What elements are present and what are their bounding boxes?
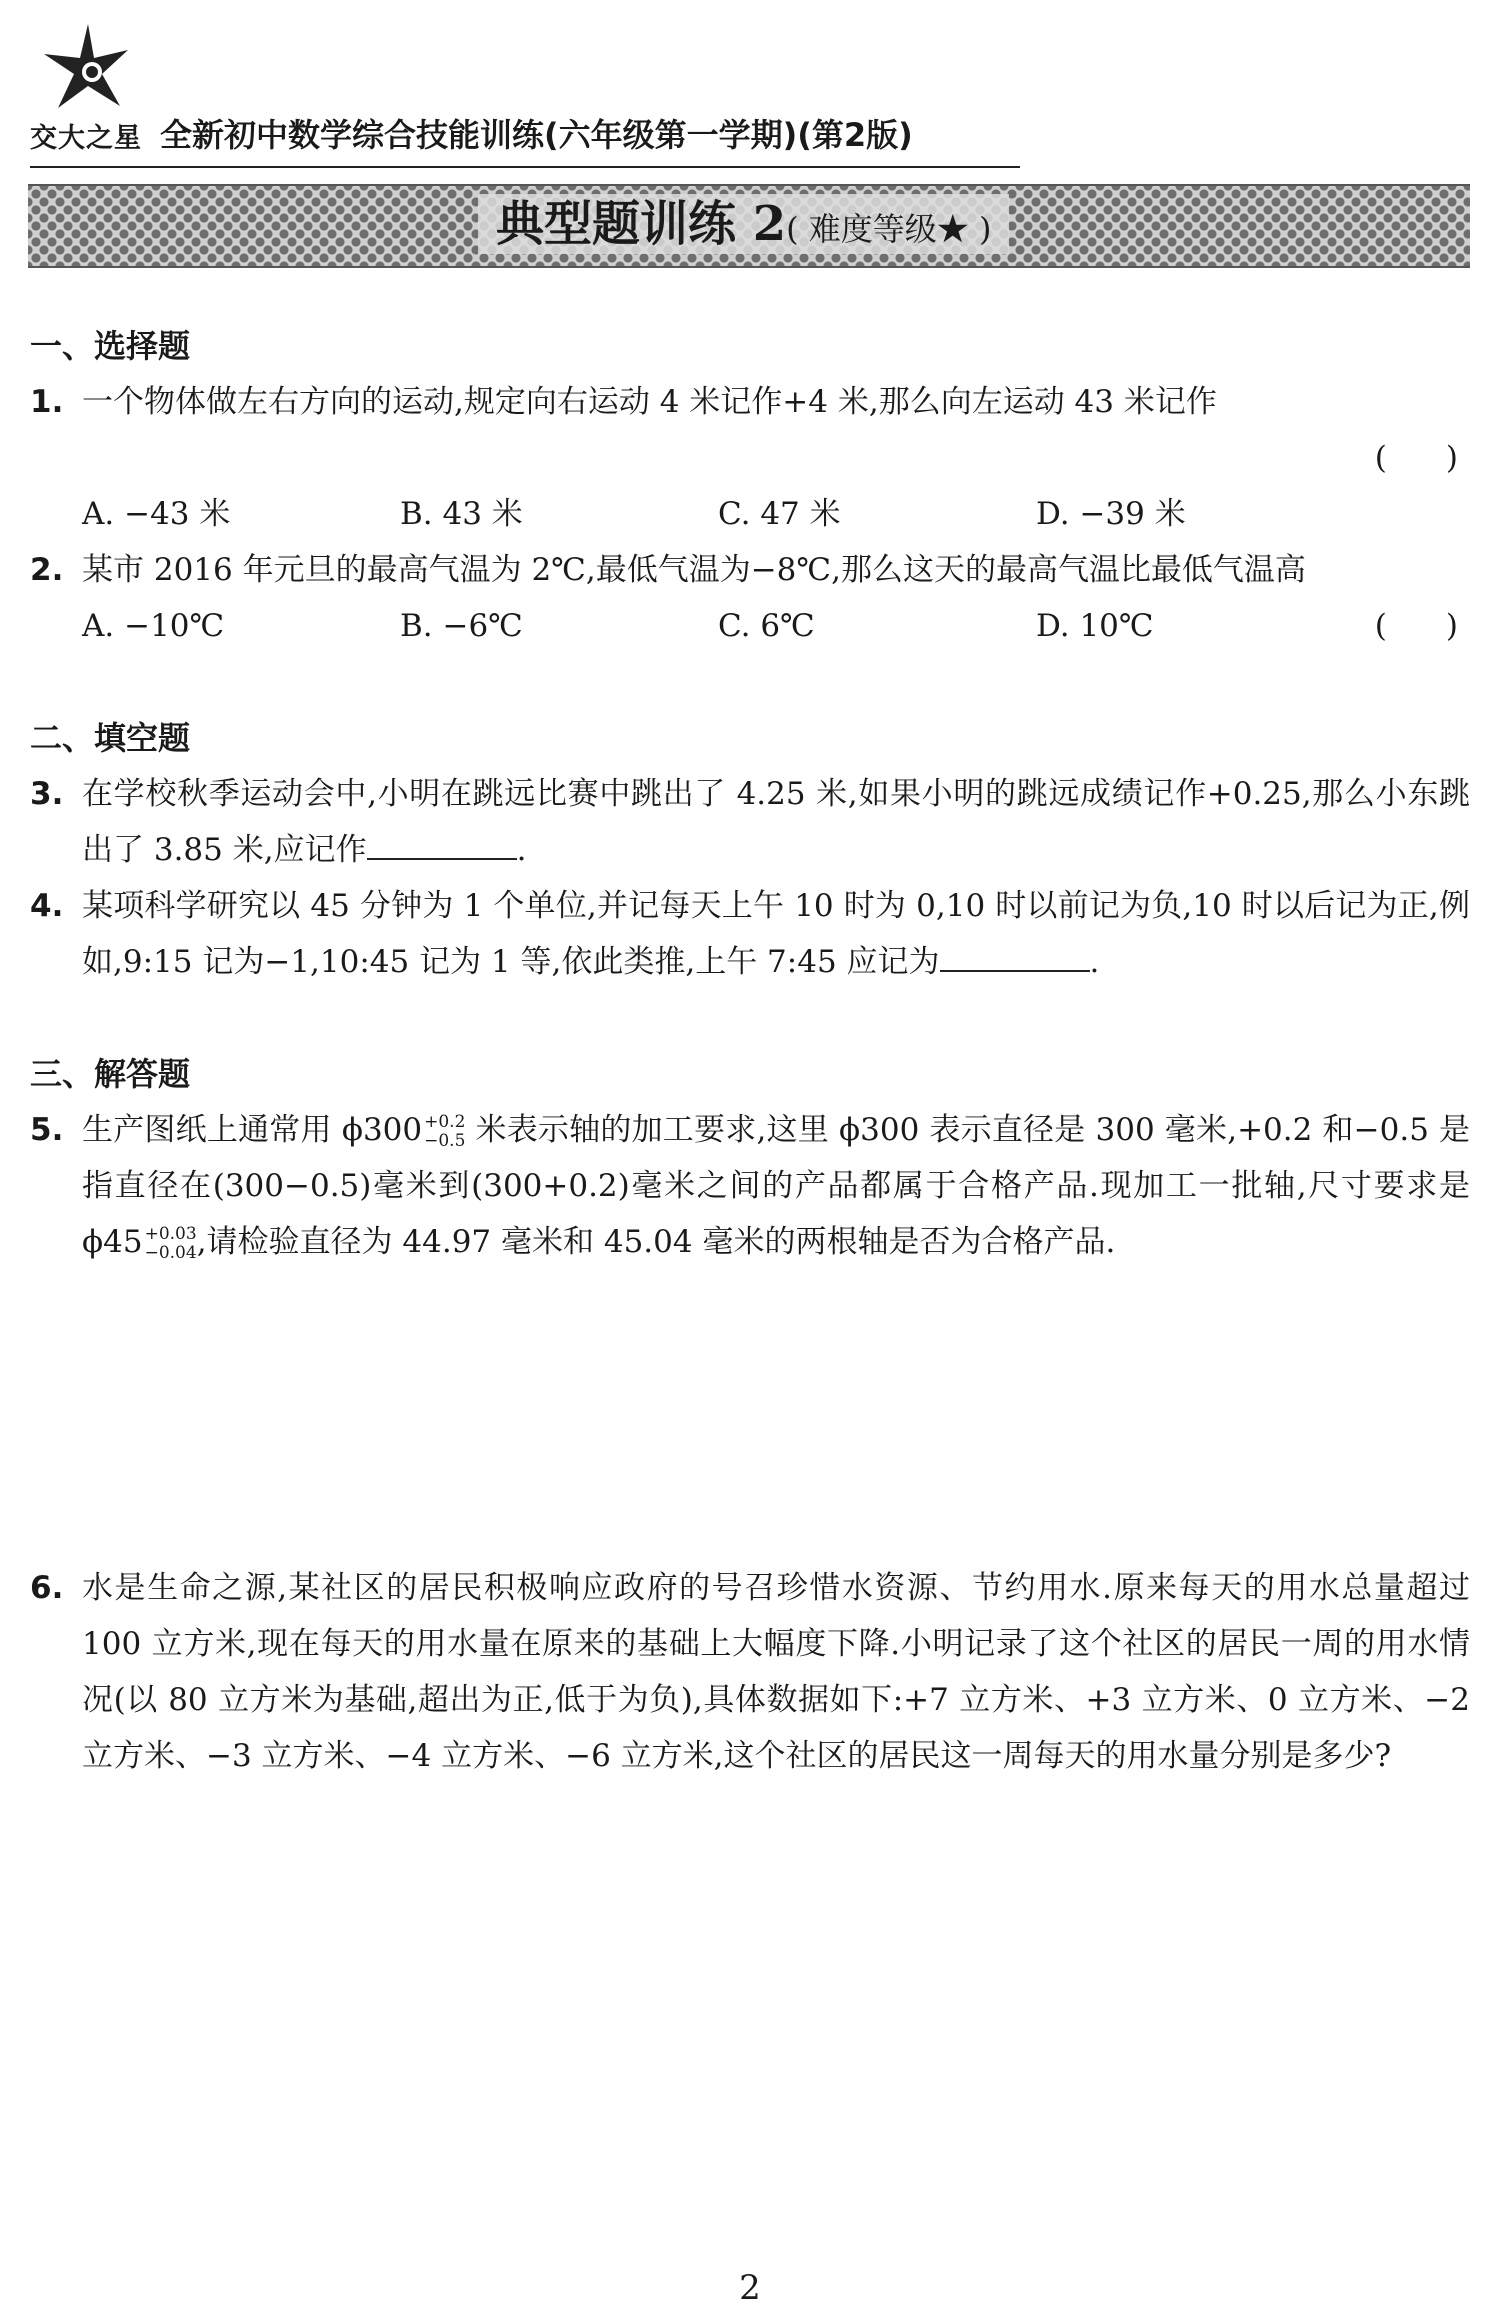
header-divider [30, 166, 1020, 168]
question-5 [30, 1102, 1470, 1270]
option-b: B. 43 米 [400, 496, 523, 532]
question-text: 一个物体做左右方向的运动,规定向右运动 4 米记作+4 米,那么向左运动 43 米记作 [82, 384, 1217, 420]
question-text-end: . [1089, 944, 1100, 980]
options-row [30, 598, 1470, 654]
answer-blank[interactable] [940, 940, 1090, 972]
answer-blank[interactable] [367, 828, 517, 860]
option-c: C. 6℃ [718, 608, 815, 644]
question-text-end: . [516, 832, 527, 868]
question-number: 4. [30, 888, 64, 924]
option-a: A. −10℃ [82, 608, 225, 644]
option-d: D. −39 米 [1036, 496, 1186, 532]
option-b: B. −6℃ [400, 608, 523, 644]
answer-parentheses: ( ) [1374, 440, 1458, 476]
tolerance-300 [424, 1113, 465, 1151]
section-title-fill-in: 二、填空题 [30, 719, 191, 757]
section-title-multiple-choice: 一、选择题 [30, 327, 191, 365]
question-number: 5. [30, 1112, 64, 1148]
option-d: D. 10℃ [1036, 608, 1154, 644]
option-c: C. 47 米 [718, 496, 841, 532]
question-text: 某市 2016 年元旦的最高气温为 2℃,最低气温为−8℃,那么这天的最高气温比最低气温高 [82, 552, 1306, 588]
tolerance-lower: −0.5 [424, 1130, 466, 1151]
question-text: ,请检验直径为 44.97 毫米和 45.04 毫米的两根轴是否为合格产品. [196, 1224, 1116, 1260]
options-row [30, 486, 1470, 542]
answer-space[interactable] [30, 1270, 1470, 1560]
question-number: 3. [30, 776, 64, 812]
banner-title-text: 典型题训练 2 [496, 196, 787, 252]
difficulty-label: ( 难度等级★ ) [786, 210, 992, 248]
tolerance-upper: +0.2 [424, 1111, 466, 1132]
tolerance-45 [145, 1225, 197, 1263]
tolerance-lower: −0.04 [144, 1242, 197, 1263]
logo-text: 交大之星 [30, 123, 142, 154]
question-4 [30, 878, 1470, 990]
question-text: 水是生命之源,某社区的居民积极响应政府的号召珍惜水资源、节约用水.原来每天的用水总量超过 100 立方米,现在每天的用水量在原来的基础上大幅度下降.小明记录了这个社区的居民一周的用水情况(以 80 立方米为基础,超出为正,低于为负),具体数据如下:+7 立方米、+3 立方米、0 立方米、−2 立方米、−3 立方米、−4 立方米、−6 立方米,这个社区的居民这一周每天的用水量分别是多少? [82, 1570, 1470, 1774]
question-1 [30, 374, 1470, 430]
section-banner [28, 184, 1470, 268]
page-number: 2 [739, 2268, 761, 2308]
question-text: 某项科学研究以 45 分钟为 1 个单位,并记每天上午 10 时为 0,10 时以前记为负,10 时以后记为正,例如,9:15 记为−1,10:45 记为 1 等,依此类推,上午 7:45 应记为 [82, 888, 1470, 980]
question-number: 1. [30, 384, 64, 420]
page-header [30, 20, 1020, 154]
question-text: 米表示轴的加工要求,这里 ϕ300 表示直径是 300 毫米,+0.2 和−0.5 是指直径在(300−0.5)毫米到(300+0.2)毫米之间的产品都属于合格产品.现加工一批轴,尺寸要求是 ϕ45 [82, 1112, 1470, 1260]
question-number: 6. [30, 1570, 64, 1606]
section-title-solve: 三、解答题 [30, 1055, 191, 1093]
question-text: 生产图纸上通常用 ϕ300 [82, 1112, 423, 1148]
banner-title [478, 194, 1009, 254]
question-3 [30, 766, 1470, 878]
book-title: 全新初中数学综合技能训练(六年级第一学期)(第2版) [160, 116, 913, 154]
question-text: 在学校秋季运动会中,小明在跳远比赛中跳出了 4.25 米,如果小明的跳远成绩记作+0.25,那么小东跳出了 3.85 米,应记作 [82, 776, 1470, 868]
question-number: 2. [30, 552, 64, 588]
option-a: A. −43 米 [82, 496, 231, 532]
tolerance-upper: +0.03 [144, 1223, 197, 1244]
worksheet-content [30, 318, 1470, 1784]
question-6 [30, 1560, 1470, 1784]
answer-parentheses: ( ) [1374, 608, 1458, 644]
